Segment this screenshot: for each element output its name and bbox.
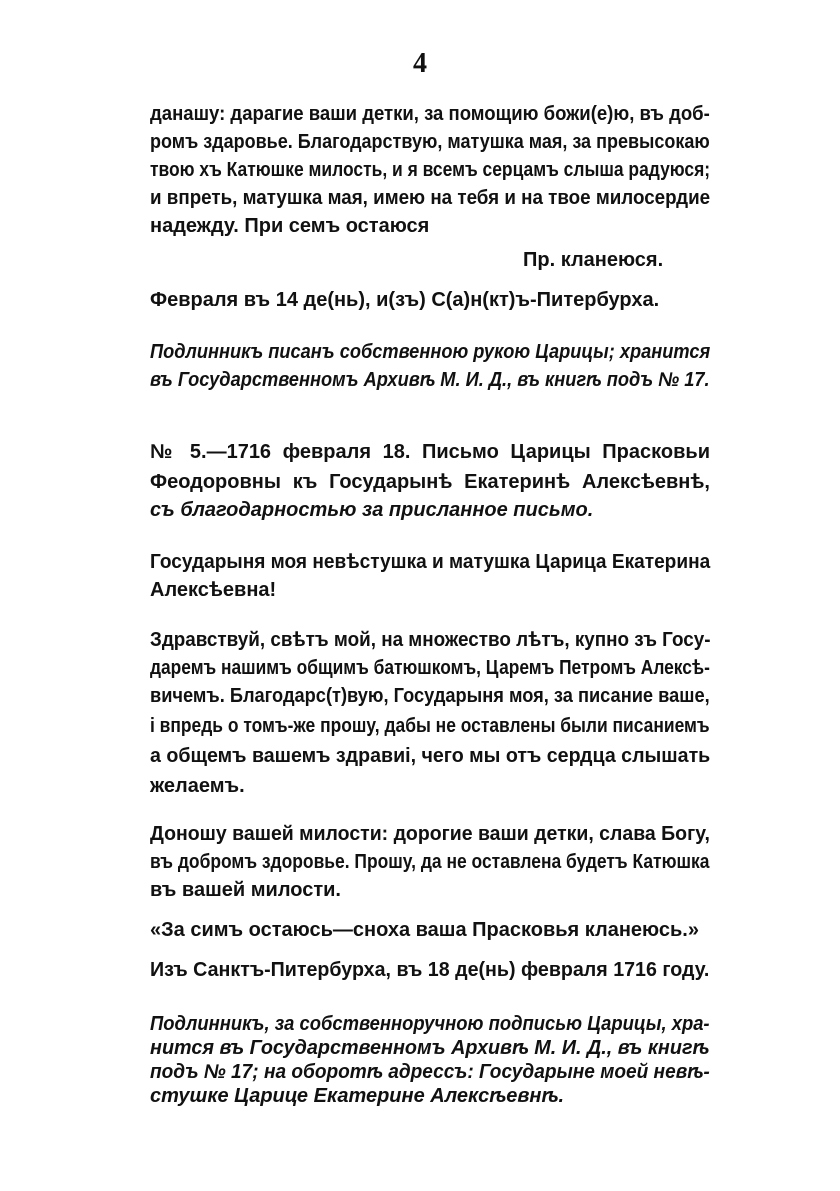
note-line: нится въ Государственномъ Архивѣ М. И. Д., въ книгѣ [150, 1037, 710, 1059]
text-line: данашу: дарагие ваши детки, за помощию божи(е)ю, въ доб- [150, 103, 710, 125]
text-line: и впреть, матушка мая, имею на тебя и на твое милосердие [150, 187, 711, 209]
text-line: въ вашей милости. [150, 879, 341, 901]
note-line: подъ № 17; на оборотѣ адрессъ: Государыне моей невѣ- [150, 1061, 710, 1083]
text-line: Государыня моя невѣстушка и матушка Царица Екатерина [150, 551, 711, 573]
text-line: твою хъ Катюшке милость, и я всемъ серцамъ слыша радуюся; [150, 159, 711, 181]
heading-line: Феодоровны къ Государынѣ Екатеринѣ Алексѣевнѣ, [150, 471, 710, 493]
date-line: Февраля въ 14 де(нь), и(зъ) С(а)н(кт)ъ-Питербурха. [150, 289, 660, 311]
text-line: а общемъ вашемъ здравиі, чего мы отъ сердца слышать [150, 745, 711, 767]
text-line: Доношу вашей милости: дорогие ваши детки, слава Богу, [150, 823, 710, 845]
text-line: Здравствуй, свѣтъ мой, на множество лѣтъ, купно зъ Госу- [150, 629, 711, 651]
text-line: въ добромъ здоровье. Прошу, да не оставлена будетъ Катюшка [150, 851, 710, 873]
text-line: Алексѣевна! [150, 579, 277, 601]
text-line: і впредь о томъ-же прошу, дабы не оставлены были писаниемъ [150, 715, 710, 737]
note-line: стушке Царице Екатерине Алексѣевнѣ. [150, 1085, 565, 1107]
page-number: 4 [413, 48, 427, 79]
place-date-line: Изъ Санктъ-Питербурха, въ 18 де(нь) февраля 1716 году. [150, 959, 710, 981]
text-line: желаемъ. [150, 775, 245, 797]
note-line: въ Государственномъ Архивѣ М. И. Д., въ книгѣ подъ № 17. [150, 369, 710, 391]
heading-line: № 5.—1716 февраля 18. Письмо Царицы Прасковьи [150, 441, 710, 463]
text-line: надежду. При семъ остаюся [150, 215, 430, 237]
heading-subtitle: съ благодарностью за присланное письмо. [150, 499, 594, 521]
note-line: Подлинникъ, за собственноручною подписью Царицы, хра- [150, 1013, 710, 1035]
closing-line: «За симъ остаюсь—сноха ваша Прасковья кланеюсь.» [150, 919, 699, 941]
text-line: даремъ нашимъ общимъ батюшкомъ, Царемъ Петромъ Алексѣ- [150, 657, 710, 679]
text-line: ромъ здаровье. Благодарствую, матушка мая, за превысокаю [150, 131, 710, 153]
note-line: Подлинникъ писанъ собственною рукою Царицы; хранится [150, 341, 711, 363]
signature: Пр. кланеюся. [523, 249, 664, 271]
text-line: вичемъ. Благодарс(т)вую, Государыня моя, за писание ваше, [150, 685, 710, 707]
